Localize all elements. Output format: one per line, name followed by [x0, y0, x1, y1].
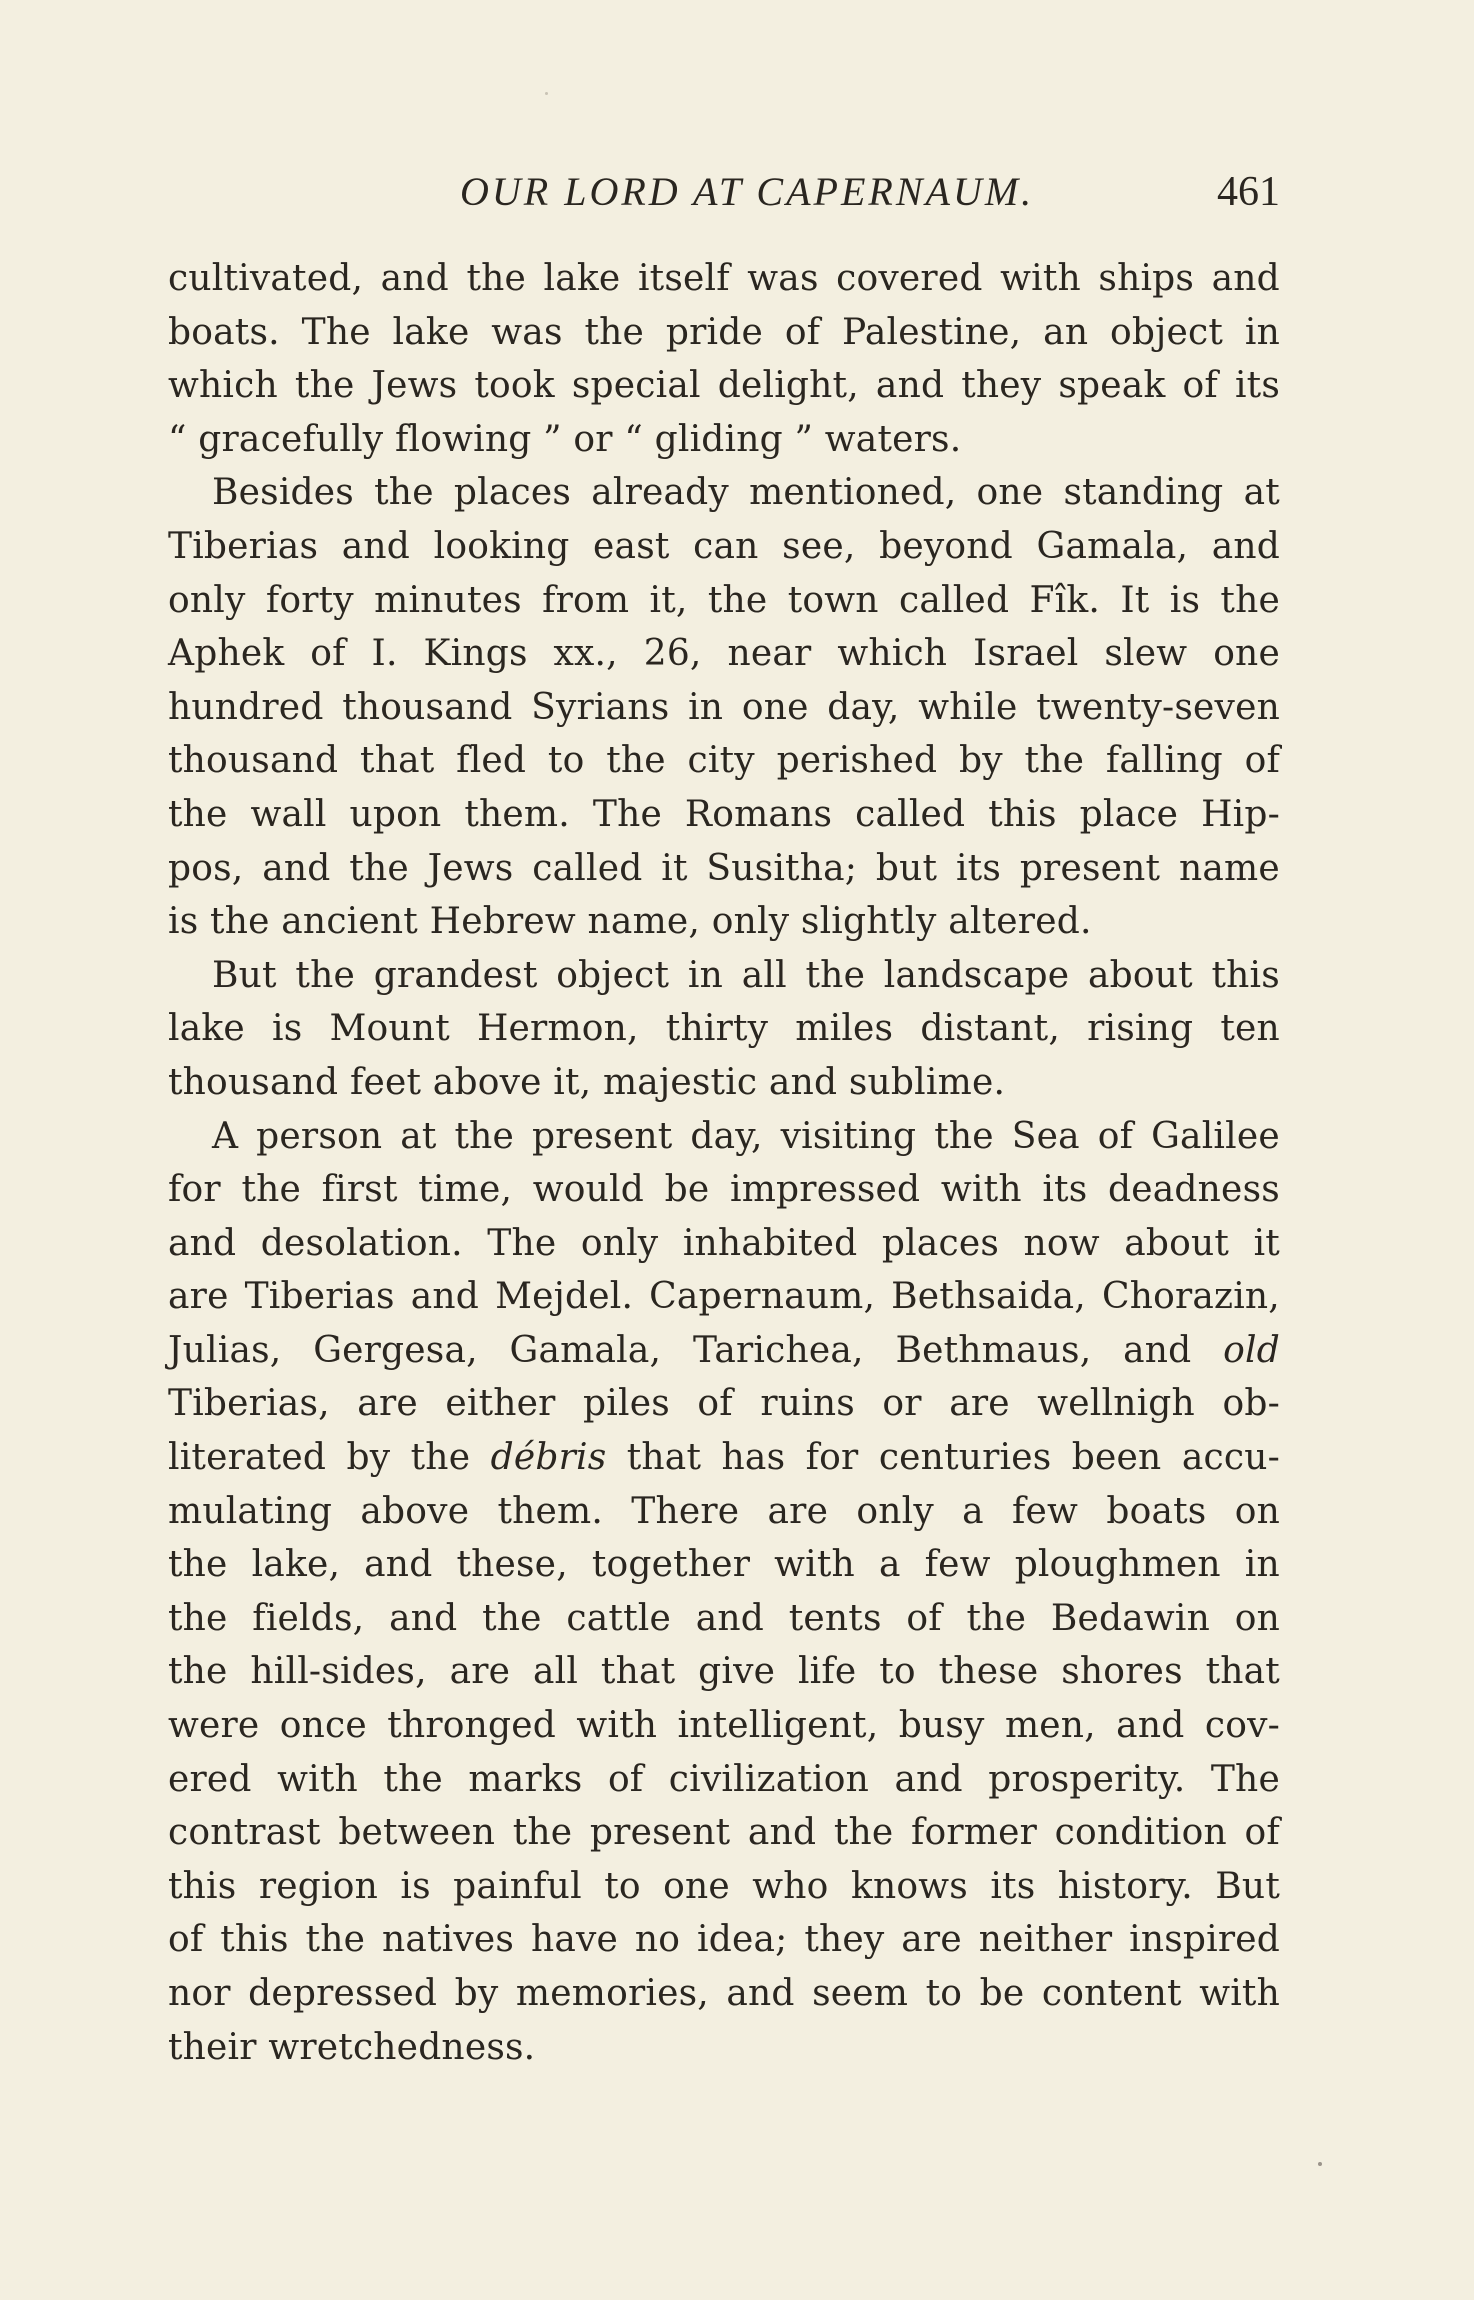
text-line: “ gracefully flowing ” or “ gliding ” waters. [168, 418, 962, 460]
text-line: Besides the places already mentioned, one standing at [212, 472, 1280, 514]
text-line: of this the natives have no idea; they are neither inspired [168, 1919, 1281, 1961]
text-line: are Tiberias and Mejdel. Capernaum, Bethsaida, Chorazin, [168, 1276, 1280, 1318]
text-line: nor depressed by memories, and seem to be content with [168, 1973, 1280, 2014]
text-line: hundred thousand Syrians in one day, while twenty-seven [168, 686, 1280, 728]
text-line: cultivated, and the lake itself was covered with ships and [168, 258, 1280, 299]
running-title: OUR LORD AT CAPERNAUM. [460, 169, 1035, 214]
text-line: the lake, and these, together with a few ploughmen in [168, 1544, 1280, 1586]
text-line: A person at the present day, visiting the Sea of Galilee [212, 1115, 1280, 1157]
paper-speck [545, 92, 548, 95]
text-line: and desolation. The only inhabited places now about it [168, 1222, 1280, 1264]
text-line: their wretchedness. [168, 2026, 536, 2068]
text-line: pos, and the Jews called it Susitha; but its present name [168, 847, 1280, 889]
text-line: which the Jews took special delight, and they speak of its [168, 365, 1281, 407]
text-line: Julias, Gergesa, Gamala, Tarichea, Bethmaus, and old [168, 1329, 1281, 1371]
text-line: literated by the débris that has for centuries been accu- [168, 1437, 1280, 1479]
text-line: the hill-sides, are all that give life to these shores that [168, 1651, 1280, 1693]
body-text [168, 252, 1280, 2074]
paper-speck [1318, 2162, 1322, 2166]
text-line: contrast between the present and the former condition of [168, 1812, 1280, 1854]
text-line: But the grandest object in all the landscape about this [212, 954, 1280, 996]
text-line: only forty minutes from it, the town called Fîk. It is the [168, 579, 1280, 621]
text-line: Tiberias and looking east can see, beyond Gamala, and [168, 525, 1281, 567]
text-line: Tiberias, are either piles of ruins or are wellnigh ob- [168, 1383, 1280, 1425]
running-head [160, 168, 1280, 228]
text-line: were once thronged with intelligent, busy men, and cov- [168, 1705, 1280, 1747]
text-line: Aphek of I. Kings xx., 26, near which Israel slew one [168, 633, 1280, 675]
text-line: is the ancient Hebrew name, only slightly altered. [168, 901, 1092, 943]
text-line: this region is painful to one who knows its history. But [168, 1865, 1280, 1907]
text-line: mulating above them. There are only a few boats on [168, 1490, 1280, 1532]
text-line: boats. The lake was the pride of Palestine, an object in [168, 311, 1280, 353]
text-line: thousand feet above it, majestic and sublime. [168, 1061, 1006, 1103]
text-line: lake is Mount Hermon, thirty miles distant, rising ten [168, 1008, 1280, 1050]
text-line: the wall upon them. The Romans called this place Hip- [168, 793, 1280, 835]
text-line: for the first time, would be impressed with its deadness [168, 1169, 1280, 1211]
text-line: the fields, and the cattle and tents of the Bedawin on [168, 1597, 1280, 1639]
page-number: 461 [1217, 169, 1280, 215]
text-line: thousand that fled to the city perished by the falling of [168, 740, 1280, 782]
text-line: ered with the marks of civilization and prosperity. The [168, 1758, 1280, 1800]
